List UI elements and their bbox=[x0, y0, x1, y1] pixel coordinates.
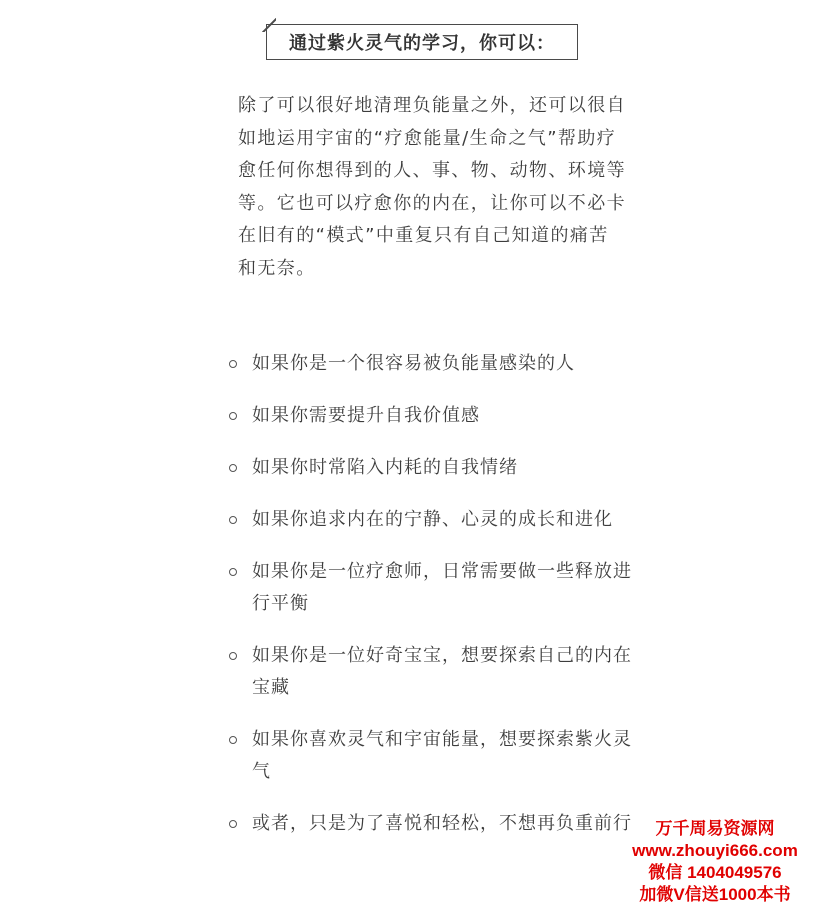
benefit-list bbox=[228, 348, 638, 860]
watermark-site-name: 万千周易资源网 bbox=[655, 819, 775, 838]
watermark-url: www.zhouyi666.com bbox=[632, 841, 798, 860]
list-item-text: 如果你是一位好奇宝宝，想要探索自己的内在宝藏 bbox=[252, 645, 632, 698]
circle-bullet-icon bbox=[229, 736, 237, 744]
watermark-offer: 加微V信送1000本书 bbox=[639, 885, 791, 904]
list-item bbox=[228, 400, 632, 432]
watermark bbox=[615, 818, 815, 906]
list-item-text: 如果你喜欢灵气和宇宙能量，想要探索紫火灵气 bbox=[252, 729, 632, 782]
list-item-text: 如果你追求内在的宁静、心灵的成长和进化 bbox=[252, 509, 613, 530]
circle-bullet-icon bbox=[229, 820, 237, 828]
list-item-text: 如果你需要提升自我价值感 bbox=[252, 405, 480, 426]
list-item-text: 如果你是一位疗愈师，日常需要做一些释放进行平衡 bbox=[252, 561, 632, 614]
circle-bullet-icon bbox=[229, 412, 237, 420]
circle-bullet-icon bbox=[229, 360, 237, 368]
circle-bullet-icon bbox=[229, 652, 237, 660]
list-item bbox=[228, 452, 632, 484]
list-item-text: 如果你时常陷入内耗的自我情绪 bbox=[252, 457, 518, 478]
list-item bbox=[228, 724, 632, 788]
list-item bbox=[228, 640, 632, 704]
section-title bbox=[266, 24, 578, 60]
watermark-wechat: 微信 1404049576 bbox=[648, 863, 782, 882]
circle-bullet-icon bbox=[229, 568, 237, 576]
list-item bbox=[228, 556, 632, 620]
list-item bbox=[228, 808, 632, 840]
circle-bullet-icon bbox=[229, 516, 237, 524]
intro-paragraph: 除了可以很好地清理负能量之外，还可以很自如地运用宇宙的“疗愈能量/生命之气”帮助疗愈任何你想得到的人、事、物、动物、环境等等。它也可以疗愈你的内在，让你可以不必卡在旧有的“模式”中重复只有自己知道的痛苦和无奈。 bbox=[238, 95, 626, 279]
list-item bbox=[228, 348, 632, 380]
list-item bbox=[228, 504, 632, 536]
section-title-text: 通过紫火灵气的学习，你可以： bbox=[289, 33, 555, 54]
circle-bullet-icon bbox=[229, 464, 237, 472]
list-item-text: 或者，只是为了喜悦和轻松，不想再负重前行 bbox=[252, 813, 632, 834]
list-item-text: 如果你是一个很容易被负能量感染的人 bbox=[252, 353, 575, 374]
